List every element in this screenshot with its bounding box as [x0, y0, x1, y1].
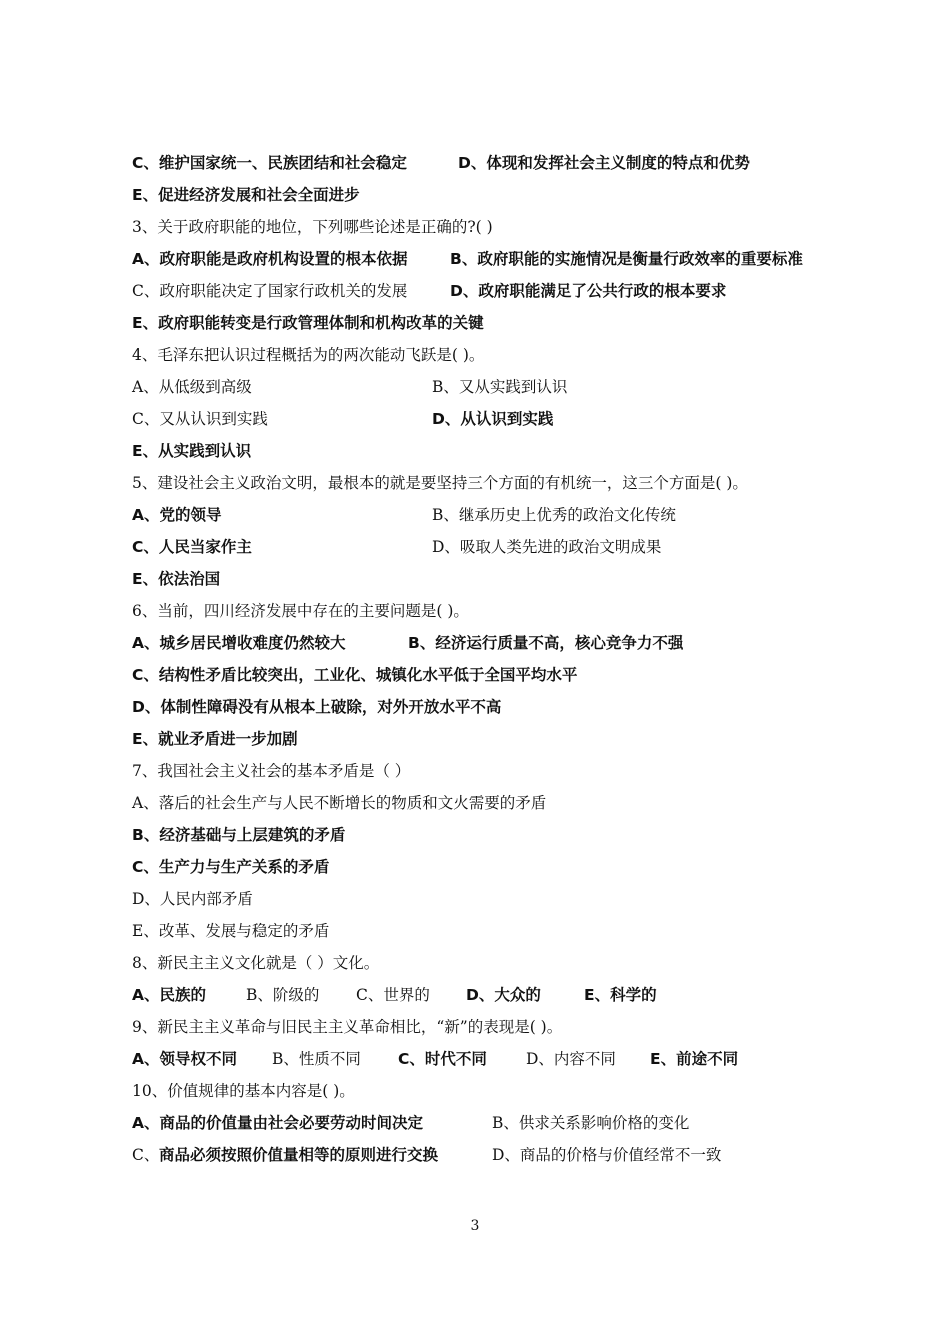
- text-segment: 10、价值规律的基本内容是( )。: [132, 1082, 355, 1100]
- page-number: 3: [470, 1218, 480, 1234]
- answer-option-bold: E、政府职能转变是行政管理体制和机构改革的关键: [132, 314, 484, 332]
- answer-option-bold: D、体制性障碍没有从根本上破除，对外开放水平不高: [132, 698, 502, 716]
- answer-option-bold: B、政府职能的实施情况是衡量行政效率的重要标准: [450, 250, 803, 268]
- text-segment: B、又从实践到认识: [432, 378, 568, 396]
- text-segment: B、供求关系影响价格的变化: [492, 1114, 690, 1132]
- answer-option-bold: E、科学的: [584, 986, 657, 1004]
- text-segment: 5、建设社会主义政治文明，最根本的就是要坚持三个方面的有机统一，这三个方面是( )。: [132, 474, 748, 492]
- answer-option-bold: C、人民当家作主: [132, 538, 252, 556]
- text-segment: C、又从认识到实践: [132, 410, 268, 428]
- text-segment: B、性质不同: [272, 1050, 361, 1068]
- answer-option-bold: E、就业矛盾进一步加剧: [132, 730, 298, 748]
- answer-option-bold: C、生产力与生产关系的矛盾: [132, 858, 330, 876]
- answer-option-bold: C、维护国家统一、民族团结和社会稳定: [132, 154, 407, 172]
- text-segment: C、政府职能决定了国家行政机关的发展: [132, 282, 408, 300]
- text-segment: 9、新民主主义革命与旧民主主义革命相比，“新”的表现是( )。: [132, 1018, 563, 1036]
- answer-option-bold: A、民族的: [132, 986, 206, 1004]
- text-segment: E、改革、发展与稳定的矛盾: [132, 922, 330, 940]
- answer-option-bold: 商品必须按照价值量相等的原则进行交换: [159, 1146, 439, 1164]
- answer-option-bold: D、从认识到实践: [432, 410, 554, 428]
- answer-option-bold: B、经济基础与上层建筑的矛盾: [132, 826, 346, 844]
- text-segment: D、商品的价格与价值经常不一致: [492, 1146, 722, 1164]
- text-segment: 8、新民主主义文化就是（ ）文化。: [132, 954, 380, 972]
- text-segment: C、世界的: [356, 986, 430, 1004]
- answer-option-bold: D、体现和发挥社会主义制度的特点和优势: [458, 154, 750, 172]
- answer-option-bold: A、政府职能是政府机构设置的根本依据: [132, 250, 408, 268]
- answer-option-bold: D、政府职能满足了公共行政的根本要求: [450, 282, 727, 300]
- answer-option-bold: E、依法治国: [132, 570, 221, 588]
- text-segment: A、从低级到高级: [132, 378, 252, 396]
- answer-option-bold: A、商品的价值量由社会必要劳动时间决定: [132, 1114, 423, 1132]
- text-segment: 7、我国社会主义社会的基本矛盾是（ ）: [132, 762, 411, 780]
- text-segment: A、落后的社会生产与人民不断增长的物质和文火需要的矛盾: [132, 794, 547, 812]
- answer-option-bold: A、党的领导: [132, 506, 222, 524]
- text-segment: D、人民内部矛盾: [132, 890, 253, 908]
- answer-option-bold: D、大众的: [466, 986, 541, 1004]
- text-segment: 3、关于政府职能的地位，下列哪些论述是正确的?( ): [132, 218, 493, 236]
- answer-option-bold: C、时代不同: [398, 1050, 487, 1068]
- answer-option-bold: E、从实践到认识: [132, 442, 252, 460]
- answer-option-bold: E、促进经济发展和社会全面进步: [132, 186, 360, 204]
- text-segment: 4、毛泽东把认识过程概括为的两次能动飞跃是( )。: [132, 346, 485, 364]
- text-segment: B、阶级的: [246, 986, 320, 1004]
- answer-option-bold: B、经济运行质量不高，核心竞争力不强: [408, 634, 684, 652]
- text-segment: B、继承历史上优秀的政治文化传统: [432, 506, 676, 524]
- text-segment: D、内容不同: [526, 1050, 616, 1068]
- text-segment: 6、当前，四川经济发展中存在的主要问题是( )。: [132, 602, 469, 620]
- text-segment: D、吸取人类先进的政治文明成果: [432, 538, 662, 556]
- answer-option-bold: E、前途不同: [650, 1050, 739, 1068]
- text-segment: C、: [132, 1146, 160, 1164]
- answer-option-bold: A、领导权不同: [132, 1050, 237, 1068]
- answer-option-bold: C、结构性矛盾比较突出，工业化、城镇化水平低于全国平均水平: [132, 666, 578, 684]
- answer-option-bold: A、城乡居民增收难度仍然较大: [132, 634, 346, 652]
